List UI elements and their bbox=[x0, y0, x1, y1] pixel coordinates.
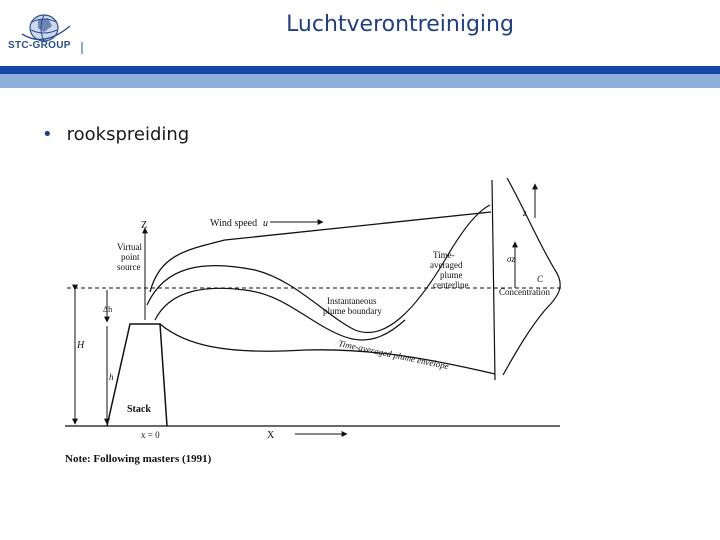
profile-axis bbox=[492, 180, 495, 380]
label-timeavg-1: Time- bbox=[433, 250, 455, 260]
label-z: Z bbox=[141, 220, 148, 231]
diagram-note: Note: Following masters (1991) bbox=[65, 453, 212, 465]
header-band-light bbox=[0, 74, 720, 88]
label-instantaneous-2: plume boundary bbox=[323, 306, 382, 316]
bullet-dot: • bbox=[42, 124, 53, 145]
concentration-profile bbox=[503, 178, 560, 375]
slide-title: Luchtverontreiniging bbox=[286, 12, 514, 37]
label-envelope: Time-averaged plume envelope bbox=[337, 338, 450, 372]
label-C: C bbox=[537, 274, 544, 284]
stc-group-logo bbox=[8, 8, 88, 60]
label-delta-h: Δh bbox=[103, 305, 113, 314]
label-x-axis: X bbox=[267, 430, 275, 441]
label-virtual-1: Virtual bbox=[117, 242, 142, 252]
label-sigma-z: σz bbox=[507, 254, 515, 264]
bullet-text: rookspreiding bbox=[66, 124, 190, 145]
label-wind-u: u bbox=[263, 218, 268, 229]
label-virtual-2: point bbox=[121, 252, 140, 262]
label-concentration: Concentration bbox=[499, 287, 550, 297]
label-H: H bbox=[77, 340, 85, 351]
logo-text: STC-GROUP bbox=[8, 40, 71, 51]
label-stack: Stack bbox=[127, 404, 151, 415]
label-h: h bbox=[109, 372, 114, 382]
label-timeavg-4: centerline bbox=[433, 280, 469, 290]
header-band-dark bbox=[0, 66, 720, 74]
label-instantaneous-1: Instantaneous bbox=[327, 296, 377, 306]
bullet-item bbox=[42, 124, 189, 145]
plume-diagram bbox=[55, 170, 570, 470]
label-timeavg-2: averaged bbox=[430, 260, 463, 270]
label-virtual-3: source bbox=[117, 262, 141, 272]
label-timeavg-3: plume bbox=[440, 270, 463, 280]
label-x-eq: x = 0 bbox=[141, 430, 160, 440]
label-wind-speed: Wind speed bbox=[210, 218, 258, 229]
label-profile-z: z bbox=[523, 208, 527, 218]
